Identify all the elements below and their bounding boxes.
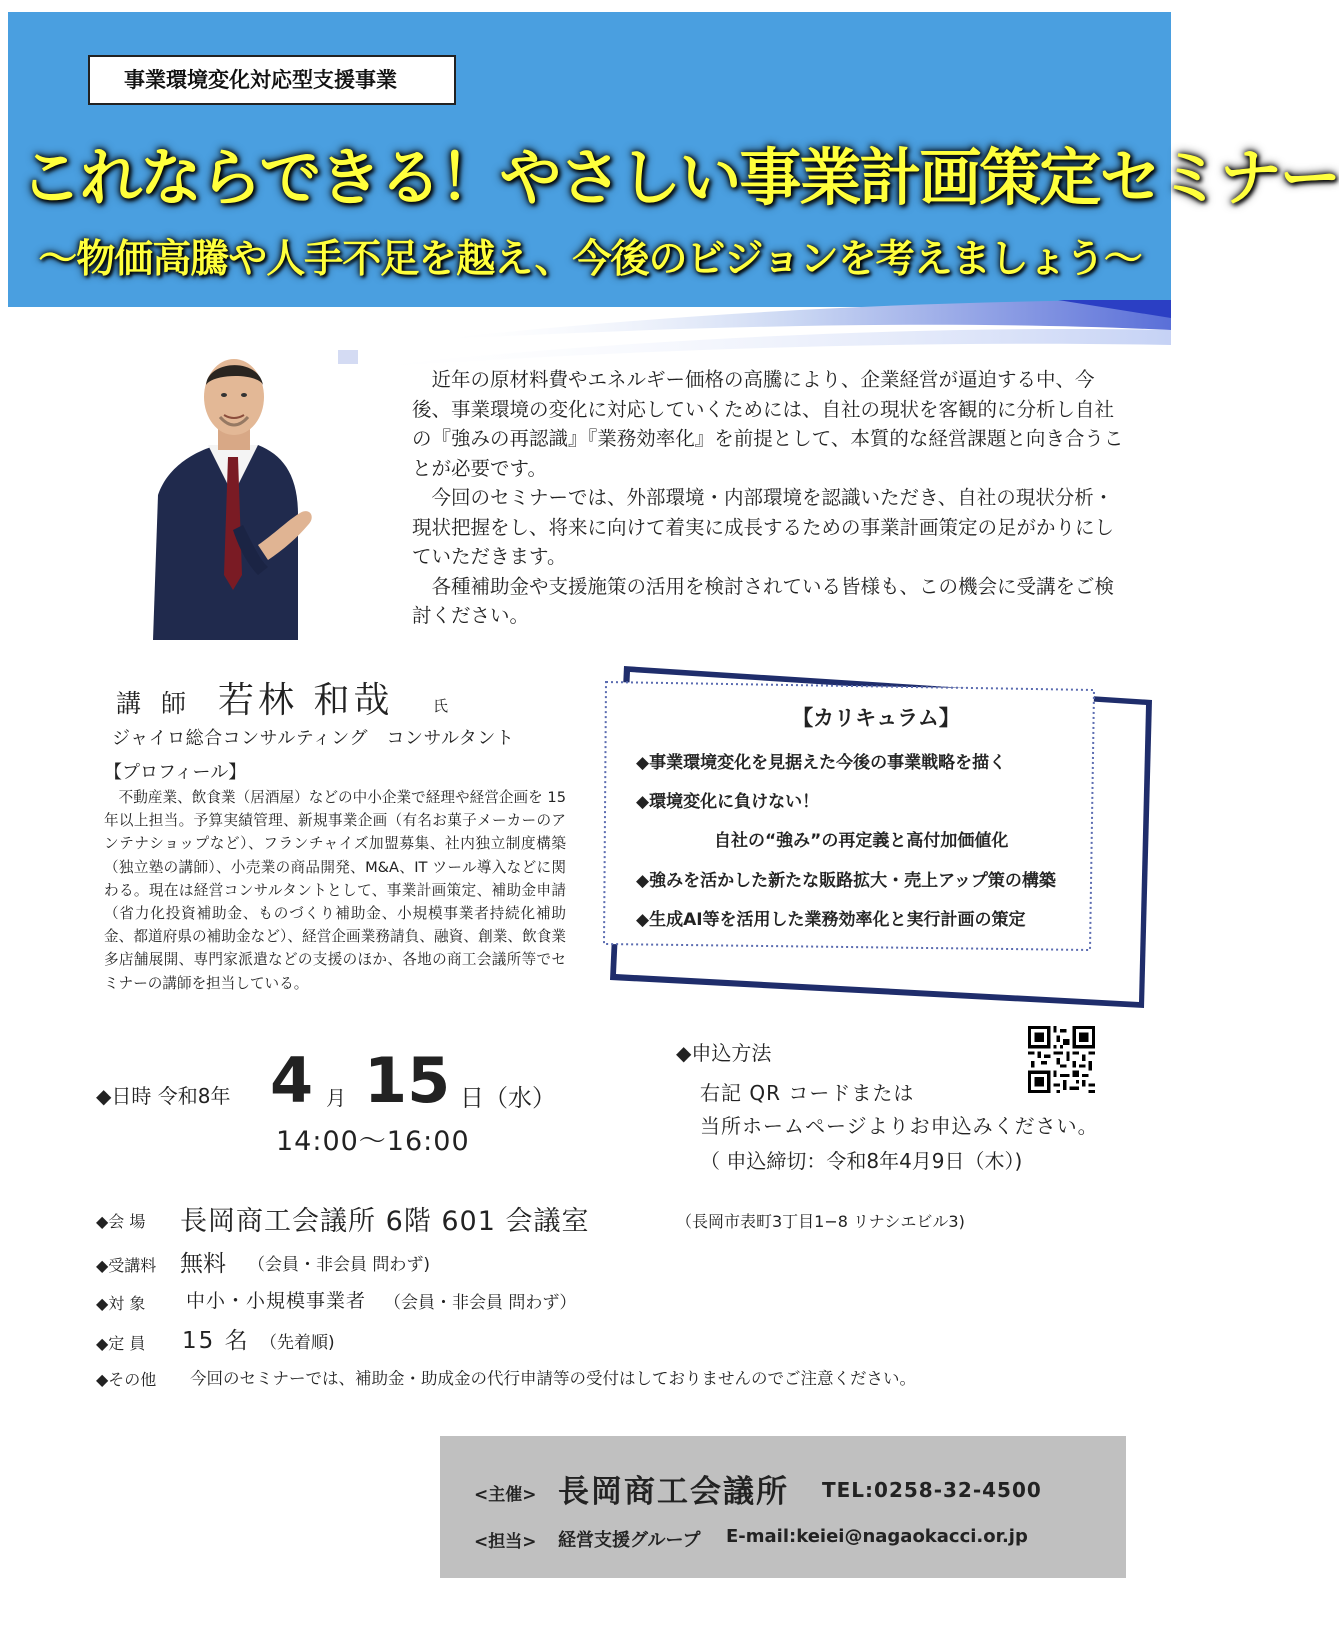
application-label: ◆申込方法 xyxy=(676,1041,772,1065)
organizer-label: <主催> xyxy=(474,1485,537,1505)
curriculum-item: ◆生成AI等を活用した業務効率化と実行計画の策定 xyxy=(636,910,1026,930)
curriculum-title: 【カリキュラム】 xyxy=(792,706,960,730)
date-day: 15 xyxy=(364,1044,451,1117)
lecturer-company: ジャイロ総合コンサルティング コンサルタント xyxy=(112,728,515,749)
contact-email[interactable]: E-mail:keiei@nagaokacci.or.jp xyxy=(726,1526,1028,1547)
other-label: ◆その他 xyxy=(96,1370,157,1389)
date-time: 14:00～16:00 xyxy=(276,1126,470,1157)
page-title: これならできる！やさしい事業計画策定セミナー xyxy=(20,141,1339,214)
other-note: 今回のセミナーでは、補助金・助成金の代行申請等の受付はしておりませんのでご注意ください。 xyxy=(190,1369,916,1388)
profile-heading: 【プロフィール】 xyxy=(104,762,247,783)
application-text: 当所ホームページよりお申込みください。 xyxy=(700,1114,1099,1138)
intro-paragraph: 各種補助金や支援施策の活用を検討されている皆様も、この機会に受講をご検討ください。 xyxy=(412,574,1115,627)
intro-paragraph: 近年の原材料費やエネルギー価格の高騰により、企業経営が逼迫する中、今後、事業環境の変化に対応していくためには、自社の現状を客観的に分析し自社の『強みの再認識』『業務効率化』を前提として、本質的な経営課題と向き合うことが必要です。 xyxy=(412,368,1124,480)
organizer-phone[interactable]: TEL:0258-32-4500 xyxy=(822,1478,1042,1502)
date-month: 4 xyxy=(270,1044,314,1117)
capacity-value: 15 名 xyxy=(182,1328,250,1354)
fee-note: （会員・非会員 問わず) xyxy=(248,1255,431,1275)
application-deadline: （ 申込締切：令和8年4月9日（木）) xyxy=(700,1149,1023,1173)
target-label: ◆対 象 xyxy=(96,1294,146,1313)
fee-value: 無料 xyxy=(180,1251,226,1277)
curriculum-item: ◆環境変化に負けない！ xyxy=(636,792,820,812)
contact-label: <担当> xyxy=(474,1532,537,1552)
lecturer-photo xyxy=(148,345,318,640)
intro-text xyxy=(412,365,1124,631)
date-month-unit: 月 xyxy=(326,1086,346,1110)
target-value: 中小・小規模事業者 xyxy=(186,1290,367,1312)
venue-name: 長岡商工会議所 6階 601 会議室 xyxy=(180,1206,590,1237)
profile-body: 不動産業、飲食業（居酒屋）などの中小企業で経理や経営企画を 15 年以上担当。予算実績管理、新規事業企画（有名お菓子メーカーのアンテナショップなど）、フランチャイズ加盟募集、社内独立制度構築（独立塾の講師）、小売業の商品開発、M&A、IT ツール導入などに関わる。現在は経営コンサルタントとして、事業計画策定、補助金申請（省力化投資補助金、ものづくり補助金、小規模事業者持続化補助金、都道府県の補助金など）、経営企画業務請負、融資、創業、飲食業多店舗展開、専門家派遣などの支援のほか、各地の商工会議所等でセミナーの講師を担当している。 xyxy=(104,789,566,992)
lecturer-role: 講 師 xyxy=(116,689,192,718)
fee-label: ◆受講料 xyxy=(96,1256,157,1275)
program-label: 事業環境変化対応型支援事業 xyxy=(88,55,456,105)
curriculum-item: 自社の“強み”の再定義と高付加価値化 xyxy=(714,831,1009,851)
curriculum-item: ◆強みを活かした新たな販路拡大・売上アップ策の構築 xyxy=(636,871,1056,891)
date-label: ◆日時 令和8年 xyxy=(96,1084,231,1108)
venue-label: ◆会 場 xyxy=(96,1212,146,1231)
qr-code[interactable] xyxy=(1028,1026,1095,1093)
contact-group: 経営支援グループ xyxy=(558,1530,701,1551)
lecturer-honorific: 氏 xyxy=(433,697,449,715)
date-day-unit: 日（水） xyxy=(460,1084,556,1112)
organizer-name: 長岡商工会議所 xyxy=(558,1474,789,1510)
application-text: 右記 QR コードまたは xyxy=(700,1081,915,1105)
lecturer-name: 若林 和哉 xyxy=(218,680,394,721)
capacity-note: （先着順) xyxy=(260,1333,335,1353)
intro-paragraph: 今回のセミナーでは、外部環境・内部環境を認識いただき、自社の現状分析・現状把握をし、将来に向けて着実に成長するための事業計画策定の足がかりにしていただきます。 xyxy=(412,486,1115,568)
capacity-label: ◆定 員 xyxy=(96,1334,146,1353)
page-subtitle: ～物価高騰や人手不足を越え、今後のビジョンを考えましょう～ xyxy=(38,237,1142,282)
venue-address: （長岡市表町3丁目1−8 リナシエビル3) xyxy=(676,1212,965,1231)
target-note: （会員・非会員 問わず） xyxy=(384,1293,577,1313)
curriculum-item: ◆事業環境変化を見据えた今後の事業戦略を描く xyxy=(636,753,1007,773)
